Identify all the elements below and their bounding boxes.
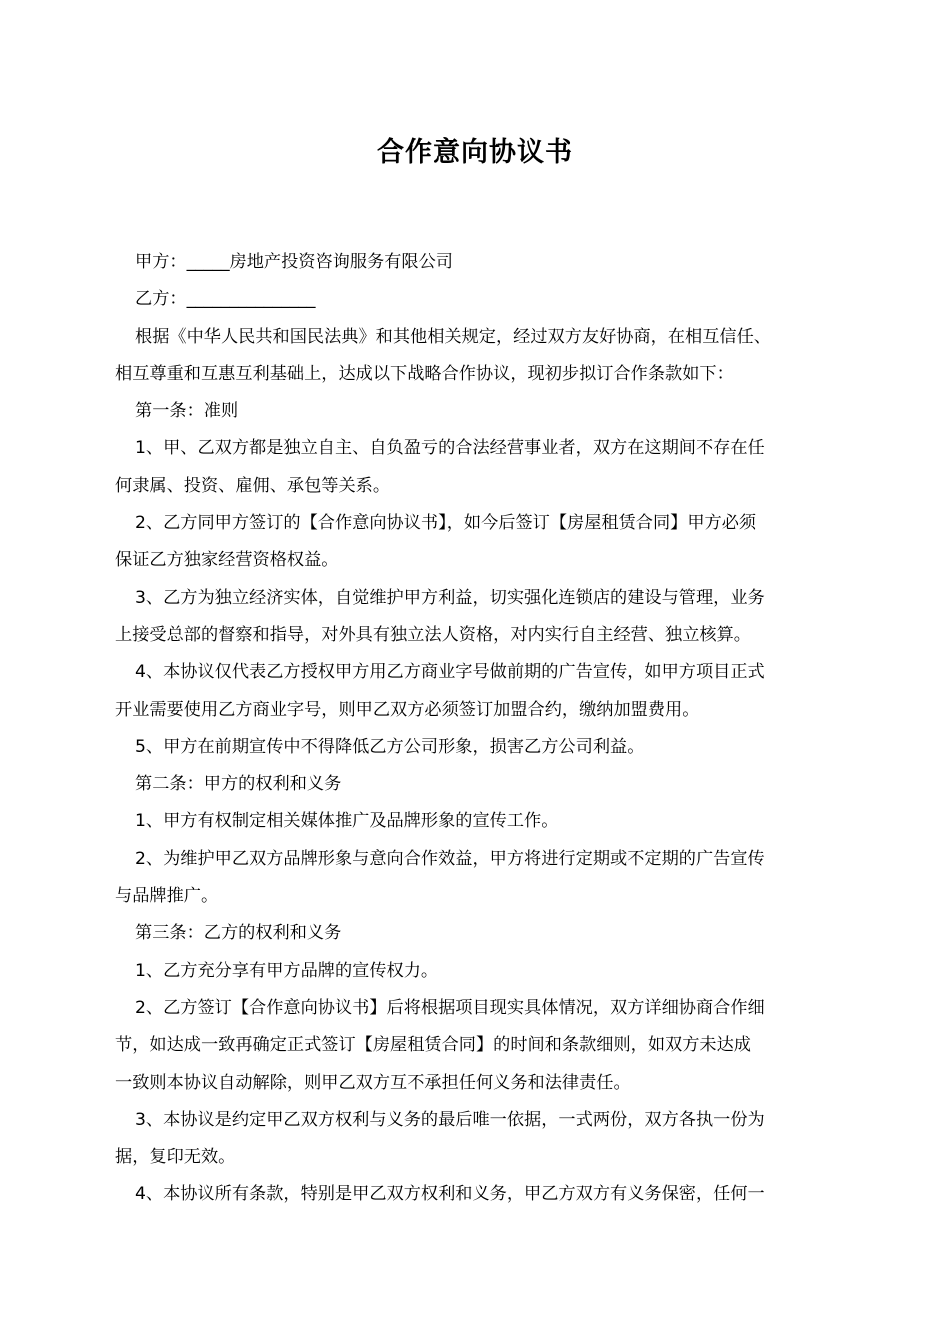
preamble-paragraph [115, 319, 845, 394]
preamble-line: 根据《中华人民共和国民法典》和其他相关规定，经过双方友好协商，在相互信任、 [135, 326, 771, 347]
clause-line: 2、乙方签订【合作意向协议书】后将根据项目现实具体情况，双方详细协商合作细 [135, 997, 765, 1018]
article2-item-2 [115, 841, 845, 916]
article2-item-1 [115, 803, 845, 840]
article3-heading: 第三条：乙方的权利和义务 [135, 923, 342, 944]
clause-line: 3、乙方为独立经济实体，自觉维护甲方利益，切实强化连锁店的建设与管理，业务 [135, 587, 765, 608]
article3-item-3 [115, 1102, 845, 1177]
clause-line: 4、本协议仅代表乙方授权甲方用乙方商业字号做前期的广告宣传，如甲方项目正式 [135, 662, 765, 683]
clause-line: 节，如达成一致再确定正式签订【房屋租赁合同】的时间和条款细则，如双方未达成 [115, 1035, 751, 1056]
clause-line: 3、本协议是约定甲乙双方权利与义务的最后唯一依据，一式两份，双方各执一份为 [135, 1109, 765, 1130]
article1-item-1 [115, 430, 845, 505]
clause-line: 保证乙方独家经营资格权益。 [115, 550, 339, 571]
clause-line: 1、乙方充分享有甲方品牌的宣传权力。 [135, 960, 439, 981]
clause-line: 据，复印无效。 [115, 1147, 236, 1168]
preamble-line: 相互尊重和互惠互利基础上，达成以下战略合作协议，现初步拟订合作条款如下： [115, 363, 734, 384]
clause-line: 上接受总部的督察和指导，对外具有独立法人资格，对内实行自主经营、独立核算。 [115, 624, 751, 645]
article1-item-5 [115, 729, 845, 766]
article2-heading: 第二条：甲方的权利和义务 [135, 774, 342, 795]
clause-line: 5、甲方在前期宣传中不得降低乙方公司形象，损害乙方公司利益。 [135, 736, 645, 757]
article3-item-2 [115, 990, 845, 1102]
article1-item-3 [115, 580, 845, 655]
clause-line: 1、甲方有权制定相关媒体推广及品牌形象的宣传工作。 [135, 811, 559, 832]
party-a-line: 甲方：_____房地产投资咨询服务有限公司 [135, 252, 453, 272]
document-body [115, 244, 845, 1214]
party-b-line: 乙方：_______________ [135, 289, 316, 310]
clause-line: 2、为维护甲乙双方品牌形象与意向合作效益，甲方将进行定期或不定期的广告宣传 [135, 848, 765, 869]
clause-line: 何隶属、投资、雇佣、承包等关系。 [115, 475, 391, 496]
document-title: 合作意向协议书 [377, 137, 573, 168]
clause-line: 1、甲、乙双方都是独立自主、自负盈亏的合法经营事业者，双方在这期间不存在任 [135, 438, 765, 459]
article3-item-1 [115, 953, 845, 990]
article1-item-4 [115, 654, 845, 729]
article1-heading: 第一条：准则 [135, 401, 239, 422]
article3-item-4 [115, 1176, 845, 1213]
clause-line: 开业需要使用乙方商业字号，则甲乙双方必须签订加盟合约，缴纳加盟费用。 [115, 699, 700, 720]
clause-line: 4、本协议所有条款，特别是甲乙双方权利和义务，甲乙方双方有义务保密，任何一 [135, 1184, 765, 1205]
article1-item-2 [115, 505, 845, 580]
clause-line: 2、乙方同甲方签订的【合作意向协议书】，如今后签订【房屋租赁合同】甲方必须 [135, 513, 757, 534]
clause-line: 与品牌推广。 [115, 886, 219, 907]
clause-line: 一致则本协议自动解除，则甲乙双方互不承担任何义务和法律责任。 [115, 1072, 631, 1093]
